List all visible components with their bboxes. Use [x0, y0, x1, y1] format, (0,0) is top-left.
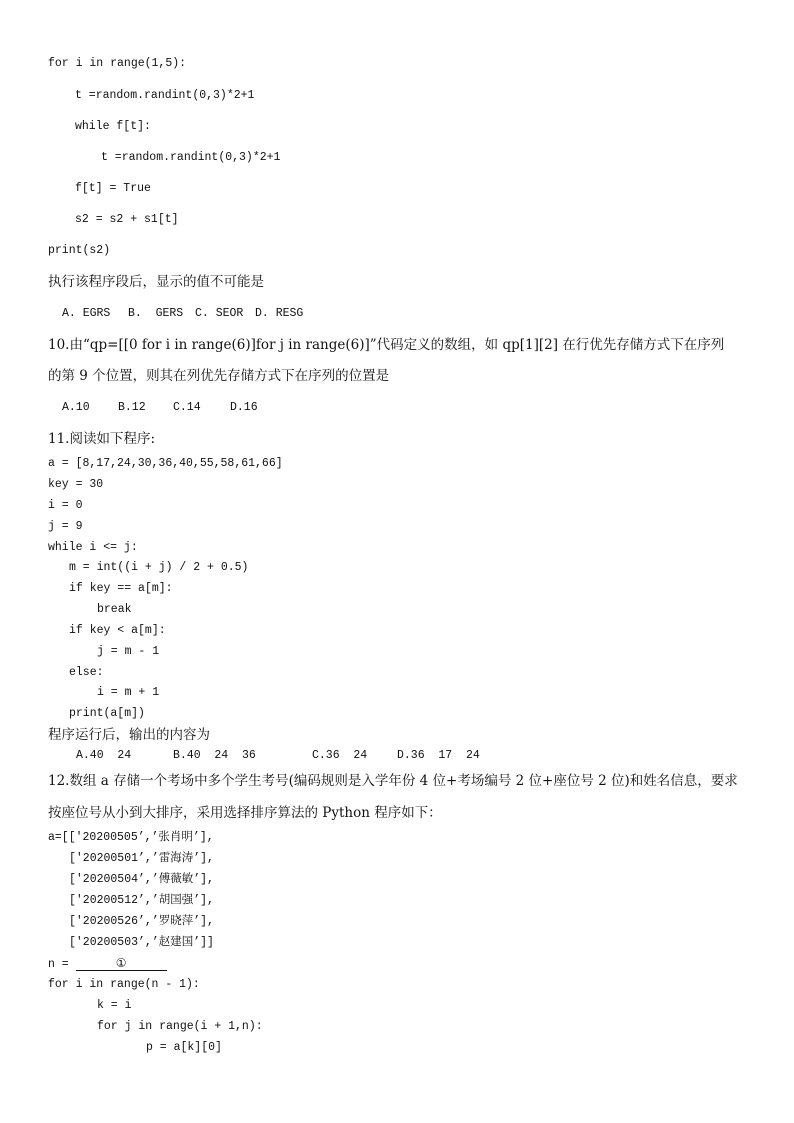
- q9-prompt: 执行该程序段后，显示的值不可能是: [48, 274, 264, 290]
- q12-code-line: for j in range(i + 1,n):: [97, 1020, 263, 1033]
- q12-stem-line: 按座位号从小到大排序，采用选择排序算法的 Python 程序如下：: [48, 805, 442, 821]
- q9-code-line: s2 = s2 + s1[t]: [75, 213, 179, 226]
- q11-code-line: i = 0: [48, 499, 83, 512]
- q11-code-line: break: [97, 603, 132, 616]
- q11-code-line: if key < a[m]:: [69, 624, 166, 637]
- q11-option-b: B.40 24 36: [173, 749, 256, 762]
- q9-option-c: C. SEOR: [195, 307, 244, 320]
- q11-code-line: a = [8,17,24,30,36,40,55,58,61,66]: [48, 457, 283, 470]
- q9-option-d: D. RESG: [255, 307, 304, 320]
- q11-code-line: m = int((i + j) / 2 + 0.5): [69, 561, 249, 574]
- q9-code-line: for i in range(1,5):: [48, 57, 187, 70]
- q9-code-line: f[t] = True: [75, 182, 151, 195]
- q12-stem-line: 12.数组 a 存储一个考场中多个学生考号(编码规则是入学年份 4 位+考场编号 2 位+座位号 2 位)和姓名信息，要求: [48, 773, 738, 789]
- q11-code-line: i = m + 1: [97, 686, 160, 699]
- q11-code-line: else:: [69, 666, 104, 679]
- q11-title: 11.阅读如下程序:: [48, 431, 156, 447]
- q12-code-line: a=[['20200505’,’张肖明’],: [48, 831, 214, 844]
- q9-code-line: t =random.randint(0,3)*2+1: [101, 151, 281, 164]
- q12-code-line: p = a[k][0]: [146, 1041, 222, 1054]
- q11-option-a: A.40 24: [76, 749, 132, 762]
- q11-code-line: j = m - 1: [97, 645, 160, 658]
- q12-code-line: ['20200512’,’胡国强’],: [69, 894, 214, 907]
- q12-blank-prefix: n =: [48, 958, 76, 971]
- q11-code-line: print(a[m]): [69, 707, 145, 720]
- q10-option-d: D.16: [230, 401, 258, 414]
- q11-code-line: while i <= j:: [48, 541, 138, 554]
- q11-option-c: C.36 24: [312, 749, 368, 762]
- q11-code-line: if key == a[m]:: [69, 582, 173, 595]
- q12-code-line: for i in range(n - 1):: [48, 978, 200, 991]
- q10-option-c: C.14: [173, 401, 201, 414]
- q11-option-d: D.36 17 24: [397, 749, 480, 762]
- q12-code-line: ['20200503’,’赵建国’]]: [69, 936, 214, 949]
- q12-code-line: ['20200504’,’傅薇敏’],: [69, 873, 214, 886]
- q11-code-line: j = 9: [48, 520, 83, 533]
- q11-prompt: 程序运行后，输出的内容为: [48, 727, 210, 743]
- q9-option-b: B. GERS: [128, 307, 184, 320]
- q10-option-a: A.10: [62, 401, 90, 414]
- q12-blank-line: [48, 956, 167, 973]
- q9-code-line: t =random.randint(0,3)*2+1: [75, 89, 255, 102]
- q12-code-line: ['20200501’,’雷海涛’],: [69, 852, 214, 865]
- q10-option-b: B.12: [118, 401, 146, 414]
- q10-stem-line: 的第 9 个位置，则其在列优先存储方式下在序列的位置是: [48, 368, 390, 384]
- q12-code-line: k = i: [97, 999, 132, 1012]
- q9-code-line: while f[t]:: [75, 120, 151, 133]
- q9-code-line: print(s2): [48, 244, 111, 257]
- q9-option-a: A. EGRS: [62, 307, 111, 320]
- q11-code-line: key = 30: [48, 478, 104, 491]
- answer-blank-1: ①: [76, 956, 167, 971]
- q12-code-line: ['20200526’,’罗晓萍’],: [69, 915, 214, 928]
- q10-stem-line: 10.由“qp=[[0 for i in range(6)]for j in range(6)]”代码定义的数组，如 qp[1][2] 在行优先存储方式下在序列: [48, 337, 725, 353]
